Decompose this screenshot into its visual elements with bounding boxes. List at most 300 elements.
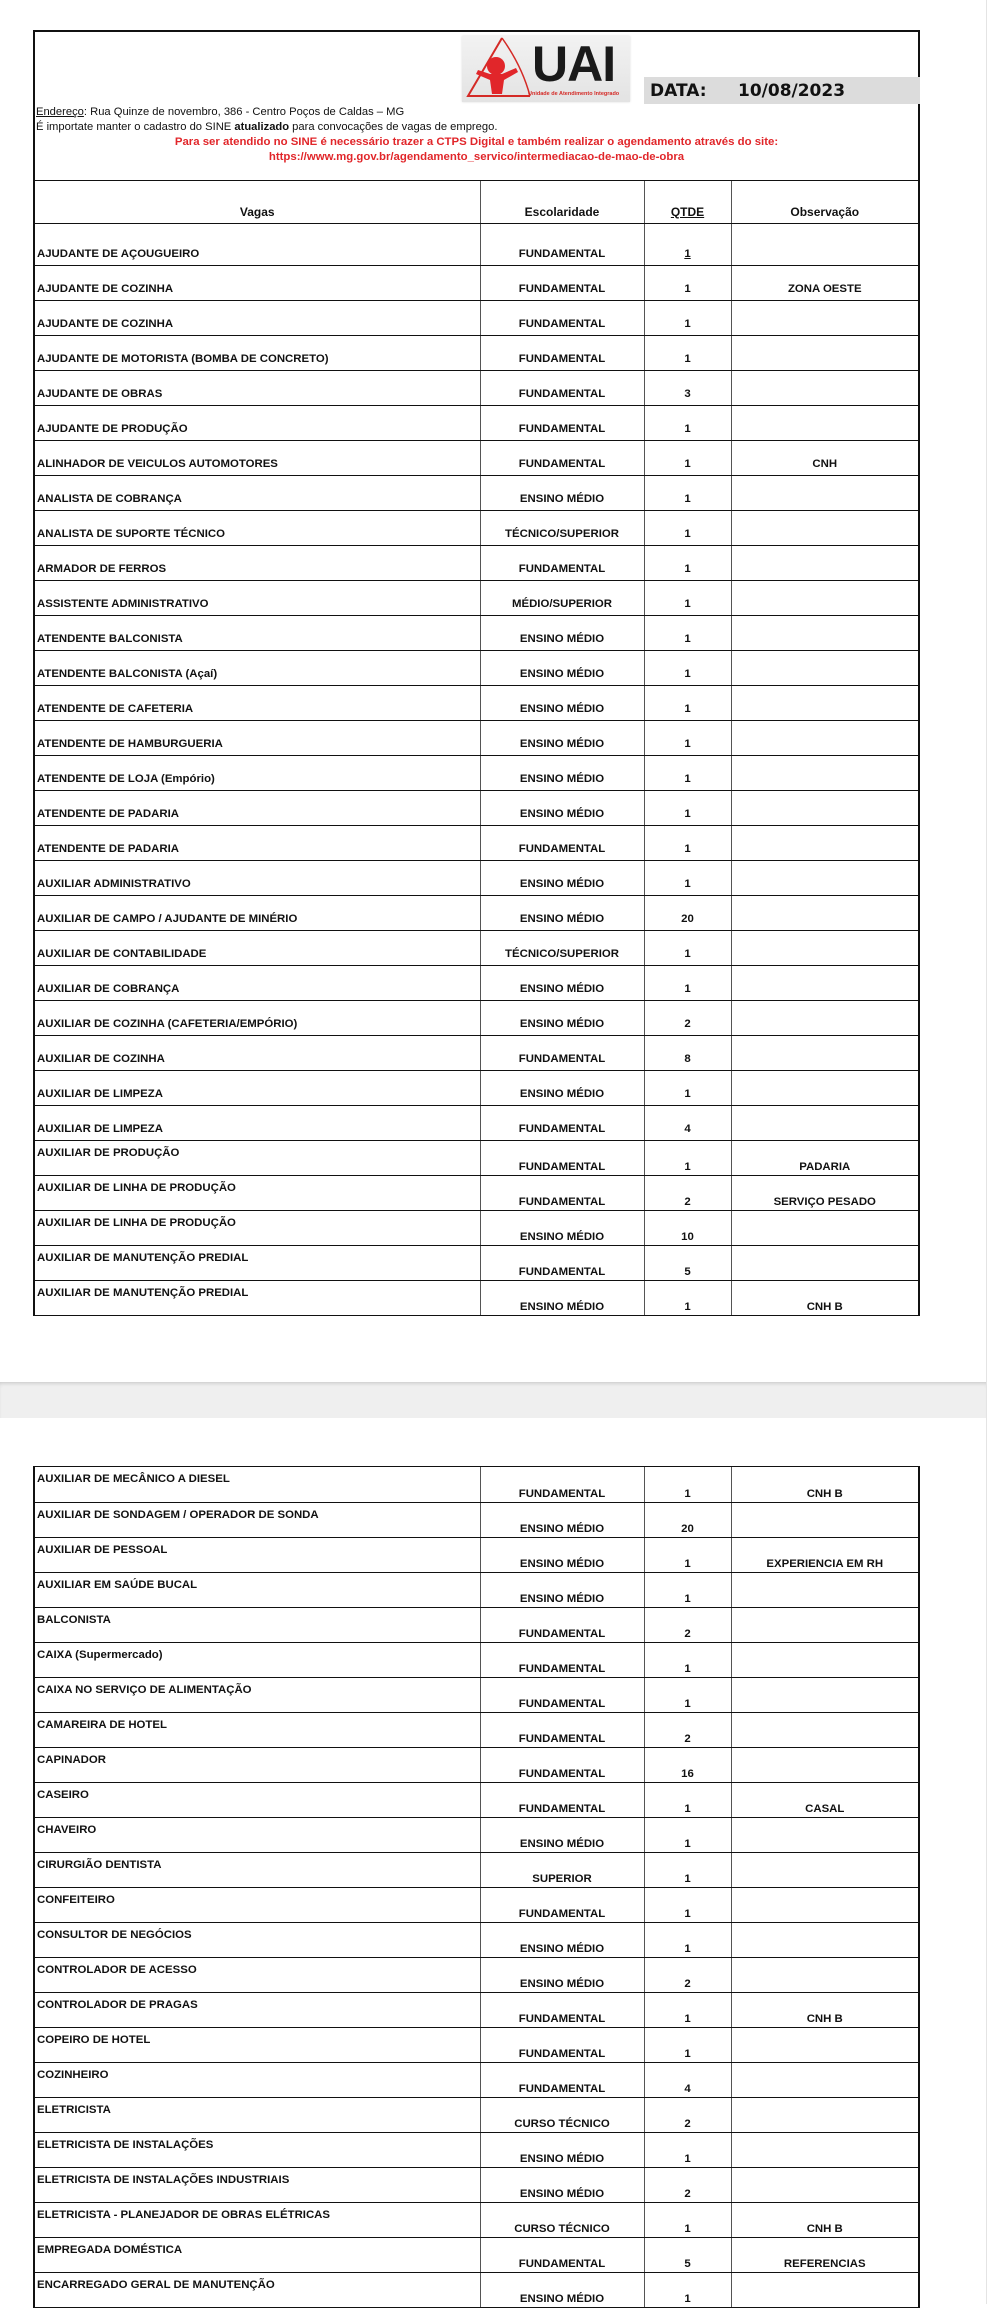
observacao-cell — [731, 1467, 918, 1502]
vaga-cell — [35, 860, 480, 895]
escolaridade-cell — [480, 2132, 644, 2167]
qtde-cell-text: 1 — [684, 877, 691, 890]
table-row — [35, 440, 918, 475]
vaga-cell-text: AUXILIAR DE SONDAGEM / OPERADOR DE SONDA — [37, 1508, 319, 1521]
address-text: : Rua Quinze de novembro, 386 - Centro Poços de Caldas – MG — [83, 106, 405, 118]
qtde-cell-text: 1 — [684, 317, 691, 330]
escolaridade-cell — [480, 1922, 644, 1957]
escolaridade-cell — [480, 2062, 644, 2097]
escolaridade-cell — [480, 370, 644, 405]
escolaridade-cell — [480, 2272, 644, 2307]
qtde-cell-text: 1 — [684, 1942, 691, 1955]
table-row — [35, 1175, 918, 1210]
qtde-cell-text: 1 — [684, 1160, 691, 1173]
observacao-cell-text: CNH — [812, 457, 838, 470]
escolaridade-cell-text: FUNDAMENTAL — [518, 457, 606, 470]
qtde-cell-text: 2 — [684, 1627, 691, 1640]
alert-url-link[interactable]: https://www.mg.gov.br/agendamento_servico/intermediacao-de-mao-de-obra — [268, 151, 685, 163]
table-row — [35, 755, 918, 790]
vaga-cell — [35, 1572, 480, 1607]
table-row — [35, 1922, 918, 1957]
table-row — [35, 1572, 918, 1607]
vaga-cell-text: COPEIRO DE HOTEL — [37, 2033, 151, 2046]
vaga-cell — [35, 2272, 480, 2307]
observacao-cell-text: CNH B — [806, 2012, 843, 2025]
column-header-qtde: QTDE — [644, 181, 731, 223]
qtde-cell — [644, 825, 731, 860]
escolaridade-cell-text: FUNDAMENTAL — [518, 2047, 606, 2060]
escolaridade-cell — [480, 2167, 644, 2202]
qtde-cell-text: 5 — [684, 1265, 691, 1278]
observacao-cell — [731, 895, 918, 930]
observacao-cell — [731, 1922, 918, 1957]
observacao-cell-text: CNH B — [806, 1487, 843, 1500]
observacao-cell — [731, 1572, 918, 1607]
qtde-cell — [644, 1712, 731, 1747]
vaga-cell-text: ATENDENTE BALCONISTA (Açaí) — [37, 667, 218, 680]
observacao-cell — [731, 685, 918, 720]
table-row — [35, 1537, 918, 1572]
date-value: 10/08/2023 — [738, 80, 846, 101]
escolaridade-cell-text: FUNDAMENTAL — [518, 1052, 606, 1065]
escolaridade-cell-text: FUNDAMENTAL — [518, 1662, 606, 1675]
observacao-cell — [731, 1957, 918, 1992]
observacao-cell — [731, 720, 918, 755]
vaga-cell — [35, 1280, 480, 1315]
observacao-cell — [731, 615, 918, 650]
vaga-cell — [35, 2062, 480, 2097]
qtde-cell-text: 2 — [684, 2117, 691, 2130]
observacao-cell — [731, 2167, 918, 2202]
qtde-cell — [644, 755, 731, 790]
observacao-cell — [731, 335, 918, 370]
escolaridade-cell-text: FUNDAMENTAL — [518, 1627, 606, 1640]
qtde-cell — [644, 1245, 731, 1280]
vaga-cell — [35, 615, 480, 650]
observacao-cell-text: PADARIA — [799, 1160, 851, 1173]
observacao-cell — [731, 1070, 918, 1105]
escolaridade-cell — [480, 335, 644, 370]
vaga-cell — [35, 1747, 480, 1782]
qtde-cell — [644, 405, 731, 440]
table-row — [35, 2167, 918, 2202]
escolaridade-cell-text: ENSINO MÉDIO — [519, 2187, 605, 2200]
escolaridade-cell-text: FUNDAMENTAL — [518, 1767, 606, 1780]
table-row — [35, 1140, 918, 1175]
observacao-cell — [731, 1035, 918, 1070]
escolaridade-cell-text: ENSINO MÉDIO — [519, 982, 605, 995]
vaga-cell — [35, 1105, 480, 1140]
vaga-cell-text: CONSULTOR DE NEGÓCIOS — [37, 1928, 192, 1941]
escolaridade-cell-text: FUNDAMENTAL — [518, 1732, 606, 1745]
qtde-cell — [644, 2097, 731, 2132]
escolaridade-cell — [480, 1887, 644, 1922]
escolaridade-cell-text: MÉDIO/SUPERIOR — [512, 597, 612, 610]
escolaridade-cell-text: ENSINO MÉDIO — [519, 667, 605, 680]
qtde-cell-text: 1 — [684, 1087, 691, 1100]
escolaridade-cell — [480, 1140, 644, 1175]
qtde-cell-text: 2 — [684, 1977, 691, 1990]
qtde-cell — [644, 615, 731, 650]
observacao-cell — [731, 860, 918, 895]
escolaridade-cell-text: CURSO TÉCNICO — [514, 2222, 610, 2235]
table-row — [35, 545, 918, 580]
qtde-cell-text: 1 — [684, 2012, 691, 2025]
logo-text: UAI — [532, 36, 616, 92]
vaga-cell-text: ATENDENTE DE LOJA (Empório) — [37, 772, 215, 785]
escolaridade-cell-text: FUNDAMENTAL — [518, 2082, 606, 2095]
qtde-cell-text: 2 — [684, 1732, 691, 1745]
table-row — [35, 895, 918, 930]
qtde-cell-text: 1 — [684, 597, 691, 610]
qtde-cell — [644, 1105, 731, 1140]
observacao-cell — [731, 370, 918, 405]
qtde-cell-text: 16 — [681, 1767, 694, 1780]
escolaridade-cell — [480, 1677, 644, 1712]
observacao-cell — [731, 965, 918, 1000]
qtde-cell-text: 1 — [684, 1802, 691, 1815]
qtde-cell-text: 2 — [684, 1195, 691, 1208]
qtde-cell-text: 1 — [684, 772, 691, 785]
table-row — [35, 1992, 918, 2027]
observacao-cell-text: CNH B — [806, 2222, 843, 2235]
observacao-cell-text: CASAL — [805, 1802, 845, 1815]
observacao-cell — [731, 1992, 918, 2027]
escolaridade-cell — [480, 1782, 644, 1817]
vaga-cell — [35, 720, 480, 755]
vaga-cell-text: CONTROLADOR DE ACESSO — [37, 1963, 197, 1976]
vaga-cell-text: AUXILIAR DE LINHA DE PRODUÇÃO — [37, 1216, 236, 1229]
qtde-cell — [644, 860, 731, 895]
escolaridade-cell-text: ENSINO MÉDIO — [519, 1522, 605, 1535]
escolaridade-cell — [480, 965, 644, 1000]
qtde-cell-text: 20 — [681, 912, 694, 925]
table-row — [35, 2272, 918, 2307]
vaga-cell-text: COZINHEIRO — [37, 2068, 109, 2081]
observacao-cell — [731, 1712, 918, 1747]
qtde-cell — [644, 545, 731, 580]
observacao-cell — [731, 650, 918, 685]
vaga-cell — [35, 440, 480, 475]
observacao-cell-text: SERVIÇO PESADO — [773, 1195, 876, 1208]
observacao-cell-text: CNH B — [806, 1300, 843, 1313]
vaga-cell — [35, 790, 480, 825]
qtde-cell — [644, 2202, 731, 2237]
escolaridade-cell-text: ENSINO MÉDIO — [519, 632, 605, 645]
escolaridade-cell — [480, 1992, 644, 2027]
table-row — [35, 2237, 918, 2272]
notice-bold: atualizado — [234, 121, 290, 133]
qtde-cell — [644, 370, 731, 405]
escolaridade-cell-text: ENSINO MÉDIO — [519, 772, 605, 785]
observacao-cell — [731, 2062, 918, 2097]
vaga-cell — [35, 223, 480, 265]
vaga-cell — [35, 1502, 480, 1537]
escolaridade-cell-text: ENSINO MÉDIO — [519, 737, 605, 750]
observacao-cell — [731, 1245, 918, 1280]
observacao-cell-text: EXPERIENCIA EM RH — [766, 1557, 884, 1570]
vaga-cell-text: ANALISTA DE COBRANÇA — [37, 492, 182, 505]
qtde-cell-text: 1 — [684, 282, 691, 295]
vaga-cell — [35, 1677, 480, 1712]
escolaridade-cell — [480, 1607, 644, 1642]
vaga-cell-text: CIRURGIÃO DENTISTA — [37, 1858, 162, 1871]
qtde-cell — [644, 685, 731, 720]
vaga-cell — [35, 1642, 480, 1677]
vaga-cell-text: ARMADOR DE FERROS — [37, 562, 167, 575]
observacao-cell — [731, 1210, 918, 1245]
escolaridade-cell — [480, 650, 644, 685]
vaga-cell — [35, 2097, 480, 2132]
table-row — [35, 720, 918, 755]
column-header-escolaridade: Escolaridade — [480, 181, 644, 223]
escolaridade-cell — [480, 895, 644, 930]
escolaridade-cell — [480, 1000, 644, 1035]
table-row — [35, 1957, 918, 1992]
observacao-cell — [731, 265, 918, 300]
qtde-cell-text: 8 — [684, 1052, 691, 1065]
table-row — [35, 475, 918, 510]
observacao-cell — [731, 2097, 918, 2132]
qtde-cell-text: 1 — [684, 1697, 691, 1710]
vaga-cell — [35, 1000, 480, 1035]
vaga-cell-text: AJUDANTE DE COZINHA — [37, 282, 174, 295]
escolaridade-cell-text: FUNDAMENTAL — [518, 387, 606, 400]
qtde-cell-text: 1 — [684, 1592, 691, 1605]
vaga-cell-text: AUXILIAR DE COBRANÇA — [37, 982, 180, 995]
escolaridade-cell — [480, 685, 644, 720]
qtde-cell — [644, 223, 731, 265]
vaga-cell — [35, 755, 480, 790]
vaga-cell — [35, 1817, 480, 1852]
vaga-cell — [35, 2237, 480, 2272]
observacao-cell — [731, 440, 918, 475]
escolaridade-cell-text: ENSINO MÉDIO — [519, 1017, 605, 1030]
table-row — [35, 965, 918, 1000]
escolaridade-cell — [480, 510, 644, 545]
table-row — [35, 1467, 918, 1502]
qtde-cell-text: 4 — [684, 2082, 691, 2095]
escolaridade-cell-text: FUNDAMENTAL — [518, 562, 606, 575]
qtde-cell — [644, 510, 731, 545]
qtde-cell — [644, 1502, 731, 1537]
table-row — [35, 1887, 918, 1922]
qtde-cell-text: 10 — [681, 1230, 694, 1243]
vaga-cell — [35, 1210, 480, 1245]
qtde-cell — [644, 720, 731, 755]
escolaridade-cell-text: ENSINO MÉDIO — [519, 1942, 605, 1955]
observacao-cell — [731, 2272, 918, 2307]
qtde-cell-text: 2 — [684, 1017, 691, 1030]
escolaridade-cell-text: ENSINO MÉDIO — [519, 1592, 605, 1605]
escolaridade-cell — [480, 2097, 644, 2132]
vaga-cell-text: AJUDANTE DE MOTORISTA (BOMBA DE CONCRETO) — [37, 352, 329, 365]
qtde-cell-text: 4 — [684, 1122, 691, 1135]
observacao-cell — [731, 1502, 918, 1537]
vaga-cell-text: CAIXA (Supermercado) — [37, 1648, 163, 1661]
table-row — [35, 1747, 918, 1782]
vaga-cell-text: ATENDENTE BALCONISTA — [37, 632, 183, 645]
escolaridade-cell — [480, 1537, 644, 1572]
table-row — [35, 1817, 918, 1852]
qtde-cell-text: 1 — [684, 2047, 691, 2060]
vaga-cell-text: ATENDENTE DE PADARIA — [37, 842, 179, 855]
qtde-cell-text: 3 — [684, 387, 691, 400]
table-row — [35, 825, 918, 860]
escolaridade-cell-text: ENSINO MÉDIO — [519, 1230, 605, 1243]
vacancy-sheet-page-2 — [33, 1466, 920, 2308]
vaga-cell — [35, 580, 480, 615]
escolaridade-cell — [480, 1747, 644, 1782]
qtde-cell-text: 1 — [684, 2222, 691, 2235]
vaga-cell — [35, 1175, 480, 1210]
escolaridade-cell — [480, 223, 644, 265]
table-row — [35, 1035, 918, 1070]
escolaridade-cell — [480, 2202, 644, 2237]
observacao-cell — [731, 1607, 918, 1642]
escolaridade-cell — [480, 615, 644, 650]
vaga-cell-text: EMPREGADA DOMÉSTICA — [37, 2243, 183, 2256]
escolaridade-cell — [480, 1642, 644, 1677]
escolaridade-cell-text: ENSINO MÉDIO — [519, 1087, 605, 1100]
escolaridade-cell-text: ENSINO MÉDIO — [519, 1977, 605, 1990]
observacao-cell — [731, 1817, 918, 1852]
qtde-cell-text: 1 — [684, 457, 691, 470]
vaga-cell-text: AJUDANTE DE AÇOUGUEIRO — [37, 247, 200, 260]
table-row — [35, 265, 918, 300]
observacao-cell-text: ZONA OESTE — [787, 282, 862, 295]
escolaridade-cell-text: FUNDAMENTAL — [518, 1160, 606, 1173]
observacao-cell — [731, 510, 918, 545]
date-label: DATA: — [650, 80, 707, 101]
vaga-cell — [35, 1992, 480, 2027]
escolaridade-cell — [480, 1210, 644, 1245]
table-row — [35, 1105, 918, 1140]
vaga-cell-text: AUXILIAR DE LIMPEZA — [37, 1087, 163, 1100]
escolaridade-cell-text: FUNDAMENTAL — [518, 1907, 606, 1920]
table-row — [35, 685, 918, 720]
vaga-cell-text: AJUDANTE DE OBRAS — [37, 387, 163, 400]
observacao-cell — [731, 2027, 918, 2062]
qtde-cell-text: 1 — [684, 422, 691, 435]
table-row — [35, 860, 918, 895]
escolaridade-cell-text: ENSINO MÉDIO — [519, 2152, 605, 2165]
vaga-cell-text: ASSISTENTE ADMINISTRATIVO — [37, 597, 209, 610]
table-row — [35, 1210, 918, 1245]
observacao-cell — [731, 2132, 918, 2167]
qtde-cell — [644, 1677, 731, 1712]
escolaridade-cell — [480, 1070, 644, 1105]
escolaridade-cell-text: TÉCNICO/SUPERIOR — [505, 527, 619, 540]
table-row — [35, 223, 918, 265]
table-row — [35, 1782, 918, 1817]
escolaridade-cell — [480, 1852, 644, 1887]
observacao-cell — [731, 1105, 918, 1140]
qtde-cell — [644, 1035, 731, 1070]
qtde-cell — [644, 1175, 731, 1210]
table-row — [35, 405, 918, 440]
observacao-cell — [731, 1642, 918, 1677]
observacao-cell — [731, 930, 918, 965]
table-header-row — [35, 181, 918, 223]
qtde-cell — [644, 790, 731, 825]
table-row — [35, 580, 918, 615]
vaga-cell — [35, 370, 480, 405]
table-body-page-2 — [35, 1467, 918, 2307]
vaga-cell — [35, 300, 480, 335]
vaga-cell-text: CONTROLADOR DE PRAGAS — [37, 1998, 198, 2011]
alert-line: Para ser atendido no SINE é necessário trazer a CTPS Digital e também realizar o agendamento através do site: — [174, 136, 779, 148]
table-row — [35, 2132, 918, 2167]
table-row — [35, 1712, 918, 1747]
table-row — [35, 1677, 918, 1712]
escolaridade-cell-text: TÉCNICO/SUPERIOR — [505, 947, 619, 960]
escolaridade-cell-text: ENSINO MÉDIO — [519, 807, 605, 820]
qtde-cell-text: 1 — [684, 562, 691, 575]
escolaridade-cell — [480, 1572, 644, 1607]
escolaridade-cell — [480, 440, 644, 475]
escolaridade-cell — [480, 405, 644, 440]
table-body-page-1 — [35, 223, 918, 1315]
vaga-cell-text: AUXILIAR DE LINHA DE PRODUÇÃO — [37, 1181, 236, 1194]
vaga-cell-text: AUXILIAR DE CONTABILIDADE — [37, 947, 207, 960]
vacancy-table-page-1 — [35, 181, 918, 1316]
table-row — [35, 1502, 918, 1537]
vaga-cell — [35, 1070, 480, 1105]
address-label: Endereço — [36, 106, 84, 118]
qtde-cell — [644, 1572, 731, 1607]
table-row — [35, 615, 918, 650]
escolaridade-cell-text: ENSINO MÉDIO — [519, 912, 605, 925]
vaga-cell — [35, 1607, 480, 1642]
table-row — [35, 300, 918, 335]
vaga-cell-text: ELETRICISTA DE INSTALAÇÕES INDUSTRIAIS — [37, 2173, 290, 2186]
escolaridade-cell — [480, 265, 644, 300]
qtde-cell — [644, 1992, 731, 2027]
vaga-cell — [35, 1035, 480, 1070]
escolaridade-cell-text: FUNDAMENTAL — [518, 2257, 606, 2270]
qtde-cell-text: 1 — [684, 1907, 691, 1920]
qtde-cell — [644, 965, 731, 1000]
qtde-cell — [644, 1280, 731, 1315]
document-page-2 — [0, 1418, 987, 2304]
observacao-cell — [731, 1747, 918, 1782]
qtde-cell — [644, 335, 731, 370]
vaga-cell — [35, 2202, 480, 2237]
observacao-cell — [731, 755, 918, 790]
vaga-cell-text: AUXILIAR DE MANUTENÇÃO PREDIAL — [37, 1286, 249, 1299]
vaga-cell-text: CAIXA NO SERVIÇO DE ALIMENTAÇÃO — [37, 1683, 252, 1696]
qtde-cell — [644, 1607, 731, 1642]
vaga-cell-text: AUXILIAR EM SAÚDE BUCAL — [37, 1578, 198, 1591]
qtde-cell — [644, 650, 731, 685]
escolaridade-cell — [480, 1502, 644, 1537]
escolaridade-cell — [480, 1467, 644, 1502]
escolaridade-cell-text: FUNDAMENTAL — [518, 352, 606, 365]
escolaridade-cell — [480, 475, 644, 510]
escolaridade-cell — [480, 1035, 644, 1070]
qtde-cell — [644, 2027, 731, 2062]
observacao-cell — [731, 1677, 918, 1712]
qtde-cell — [644, 580, 731, 615]
observacao-cell — [731, 580, 918, 615]
observacao-cell — [731, 1852, 918, 1887]
qtde-cell — [644, 1887, 731, 1922]
page-separator — [0, 1382, 987, 1418]
vaga-cell — [35, 895, 480, 930]
qtde-cell — [644, 2272, 731, 2307]
observacao-cell — [731, 825, 918, 860]
